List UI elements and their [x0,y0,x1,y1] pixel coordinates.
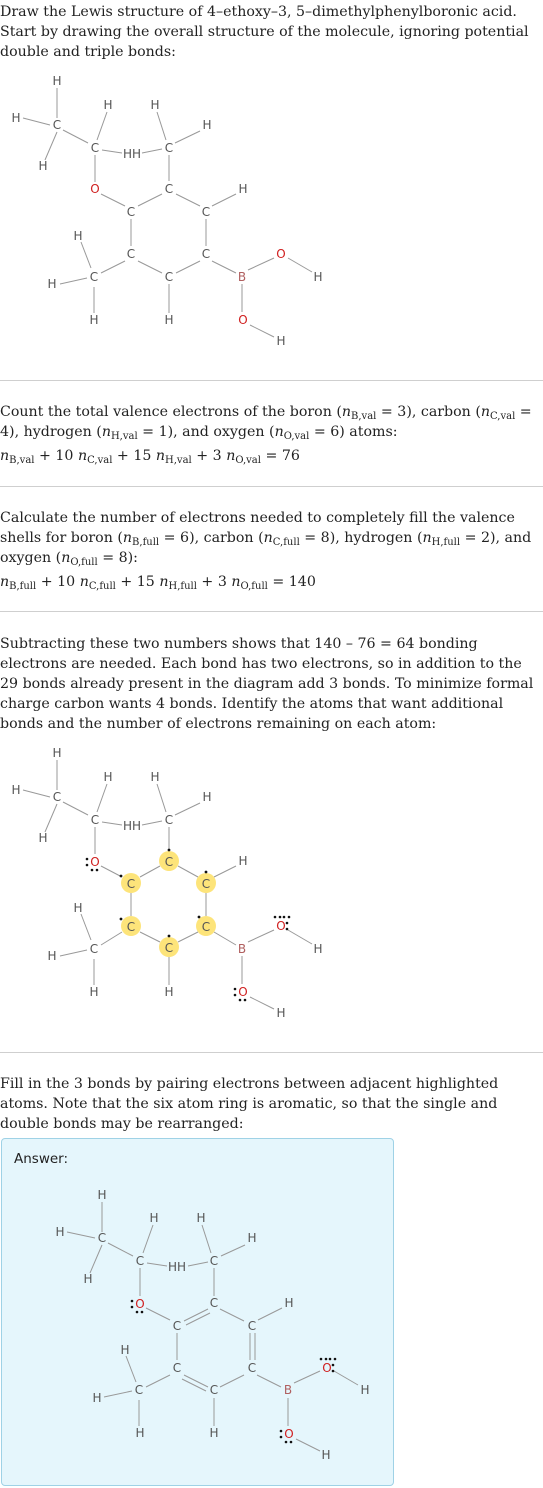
atom-c: C [172,1361,182,1375]
atom-h: H [83,1272,93,1286]
atom-c: C [126,205,136,219]
atom-b: B [237,270,247,284]
atom-h: H [164,313,174,327]
atom-hh: HH [122,147,142,161]
atom-c: C [201,877,211,891]
atom-o: O [238,985,248,999]
full-shell-text: Calculate the number of electrons needed to completely fill the valence shells for boron $(n_{B,full} = 6)$, carbon $(n_{C,full} = 8)$, hydrogen $(n_{H,full} = 2)$, and oxygen $(n_{O,full} = 8)$: [0,510,532,568]
divider [0,611,543,612]
atom-h: H [238,182,248,196]
atom-h: H [150,98,160,112]
atom-c: C [201,205,211,219]
atom-o: O [238,313,248,327]
atom-h: H [276,1006,286,1020]
atom-c: C [97,1231,107,1245]
atom-h: H [360,1383,370,1397]
atom-c: C [209,1383,219,1397]
atom-c: C [126,247,136,261]
intro-text: Draw the Lewis structure of 4–ethoxy–3, 5–dimethylphenylboronic acid. Start by drawing the overall structure of the molecule, ignoring potential double and triple bonds: [0,4,529,60]
atom-h: H [55,1225,65,1239]
atom-c: C [135,1254,145,1268]
atom-h: H [276,334,286,348]
bonding-electrons-text: Subtracting these two numbers shows that 140 – 76 = 64 bonding electrons are needed. Each bond has two electrons, so in addition to the 29 bonds already present in the diagram add 3 bonds. To minimize formal charge carbon wants 4 bonds. Identify the atoms that want additional bonds and the number of electrons remaining on each atom: [0,636,534,732]
atom-o: O [284,1427,294,1441]
atom-h: H [11,783,21,797]
atom-o: O [276,247,286,261]
atom-h: H [38,831,48,845]
answer-label: Answer: [14,1151,69,1167]
atom-h: H [120,1343,130,1357]
atom-c: C [209,1254,219,1268]
atom-h: H [52,746,62,760]
atom-b: B [237,942,247,956]
atom-c: C [164,270,174,284]
atom-h: H [52,74,62,88]
molecule-answer [0,1180,543,1470]
atom-h: H [321,1448,331,1462]
atom-c: C [134,1383,144,1397]
atom-c: C [247,1319,257,1333]
atom-c: C [209,1296,219,1310]
atom-o: O [276,919,286,933]
atom-h: H [47,277,57,291]
atom-h: H [164,985,174,999]
atom-h: H [73,901,83,915]
divider [0,486,543,487]
full-shell-equation: $n_{B,full} + 10$ $n_{C,full} + 15$ $n_{H,full} + 3$ $n_{O,full} = 140$ [0,574,316,592]
atom-c: C [201,247,211,261]
atom-c: C [172,1319,182,1333]
divider [0,380,543,381]
atom-h: H [47,949,57,963]
atom-h: H [103,98,113,112]
atom-h: H [92,1391,102,1405]
atom-hh: HH [122,819,142,833]
atom-c: C [90,141,100,155]
atom-o: O [135,1297,145,1311]
atom-c: C [89,270,99,284]
fill-bonds-text: Fill in the 3 bonds by pairing electrons between adjacent highlighted atoms. Note that the six atom ring is aromatic, so that the single and double bonds may be rearranged: [0,1076,499,1132]
atom-h: H [149,1211,159,1225]
valence-equation: $n_{B,val} + 10$ $n_{C,val} + 15$ $n_{H,val} + 3$ $n_{O,val} = 76$ [0,448,300,466]
atom-c: C [126,920,136,934]
atom-c: C [52,118,62,132]
atom-h: H [209,1426,219,1440]
atom-o: O [90,855,100,869]
atom-h: H [313,270,323,284]
atom-h: H [73,229,83,243]
atom-h: H [202,790,212,804]
atom-h: H [202,118,212,132]
atom-c: C [126,877,136,891]
atom-h: H [238,854,248,868]
atom-c: C [164,141,174,155]
atom-h: H [247,1231,257,1245]
atom-h: H [103,770,113,784]
atom-h: H [38,159,48,173]
atom-h: H [284,1296,294,1310]
atom-c: C [247,1361,257,1375]
atom-c: C [164,941,174,955]
atom-h: H [150,770,160,784]
atom-o: O [90,182,100,196]
lone-pair-dots [131,1300,337,1444]
atom-h: H [89,985,99,999]
atom-c: C [90,813,100,827]
atom-h: H [11,111,21,125]
atom-h: H [135,1426,145,1440]
atom-h: H [196,1211,206,1225]
atom-h: H [97,1188,107,1202]
valence-count-text: Count the total valence electrons of the boron $(n_{B,val} = 3)$, carbon $(n_{C,val} = 4)$, hydrogen $(n_{H,val} = 1)$, and oxygen $(n_{O,val} = 6)$ atoms: [0,404,532,442]
atom-c: C [164,813,174,827]
atom-hh: HH [167,1260,187,1274]
atom-b: B [283,1383,293,1397]
molecule-skeleton [0,0,543,380]
atom-c: C [164,182,174,196]
atom-o: O [322,1361,332,1375]
atom-h: H [313,942,323,956]
atom-c: C [52,790,62,804]
molecule-highlighted [0,742,543,1042]
divider [0,1052,543,1053]
atom-c: C [164,855,174,869]
atom-h: H [89,313,99,327]
atom-c: C [201,920,211,934]
atom-c: C [89,942,99,956]
